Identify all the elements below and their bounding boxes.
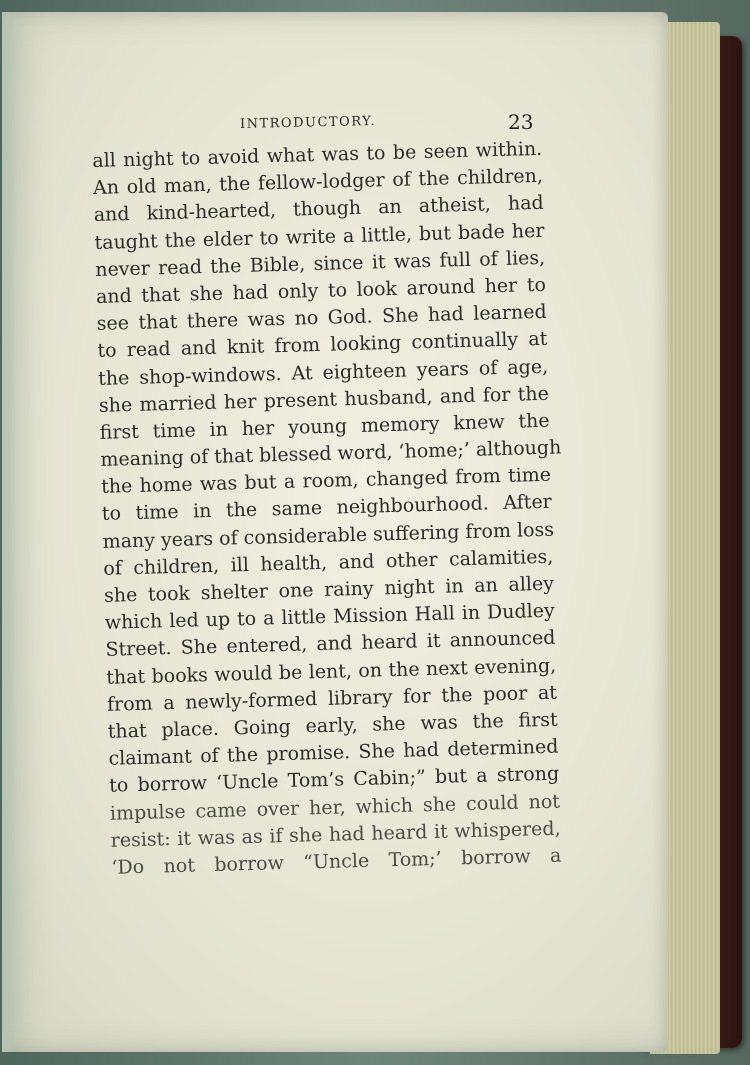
text-line: the shop-windows. At eighteen years of age, bbox=[97, 355, 549, 390]
text-line: to borrow ‘Uncle Tom’s Cabin;” but a strong bbox=[108, 762, 560, 798]
page-gutter bbox=[2, 12, 16, 1052]
text-line: all night to avoid what was to be seen within. bbox=[92, 137, 543, 172]
body-text bbox=[92, 136, 562, 882]
text-line: taught the elder to write a little, but bade her bbox=[94, 219, 545, 254]
text-line: see that there was no God. She had learned bbox=[96, 300, 547, 336]
text-line: and that she had only to look around her to bbox=[95, 273, 547, 308]
text-line: and kind-hearted, though an atheist, had bbox=[93, 192, 544, 227]
text-line: the home was but a room, changed from time bbox=[100, 463, 552, 499]
page-number: 23 bbox=[508, 110, 534, 134]
text-line: she married her present husband, and for the bbox=[98, 382, 550, 417]
text-line: to time in the same neighbourhood. After bbox=[101, 491, 553, 526]
text-line: she took shelter one rainy night in an alley bbox=[103, 572, 555, 607]
text-line: never read the Bible, since it was full of lies, bbox=[94, 246, 546, 281]
text-line: of children, ill health, and other calamities, bbox=[103, 545, 554, 580]
text-line: claimant of the promise. She had determined bbox=[108, 735, 559, 770]
text-line: which led up to a little Mission Hall in Dudley bbox=[104, 599, 555, 635]
text-line: that place. Going early, she was the first bbox=[107, 708, 558, 743]
text-line: from a newly-formed library for the poor at bbox=[106, 681, 558, 716]
text-line: first time in her young memory knew the bbox=[99, 409, 550, 444]
text-line: impulse came over her, which she could not bbox=[109, 790, 561, 825]
text-line: that books would be lent, on the next evening, bbox=[106, 654, 557, 689]
text-line: ‘Do not borrow “Uncle Tom;’ borrow a bbox=[111, 844, 562, 879]
running-head: INTRODUCTORY. bbox=[239, 113, 377, 132]
text-line: Street. She entered, and heard it announced bbox=[105, 627, 556, 662]
text-line: An old man, the fellow-lodger of the children, bbox=[92, 165, 544, 200]
text-line: many years of considerable suffering from loss bbox=[102, 518, 555, 553]
text-line: meaning of that blessed word, ‘home;’ although bbox=[100, 436, 562, 471]
text-line: to read and knit from looking continually at bbox=[97, 328, 548, 363]
text-line: resist: it was as if she had heard it whispered, bbox=[110, 817, 561, 852]
